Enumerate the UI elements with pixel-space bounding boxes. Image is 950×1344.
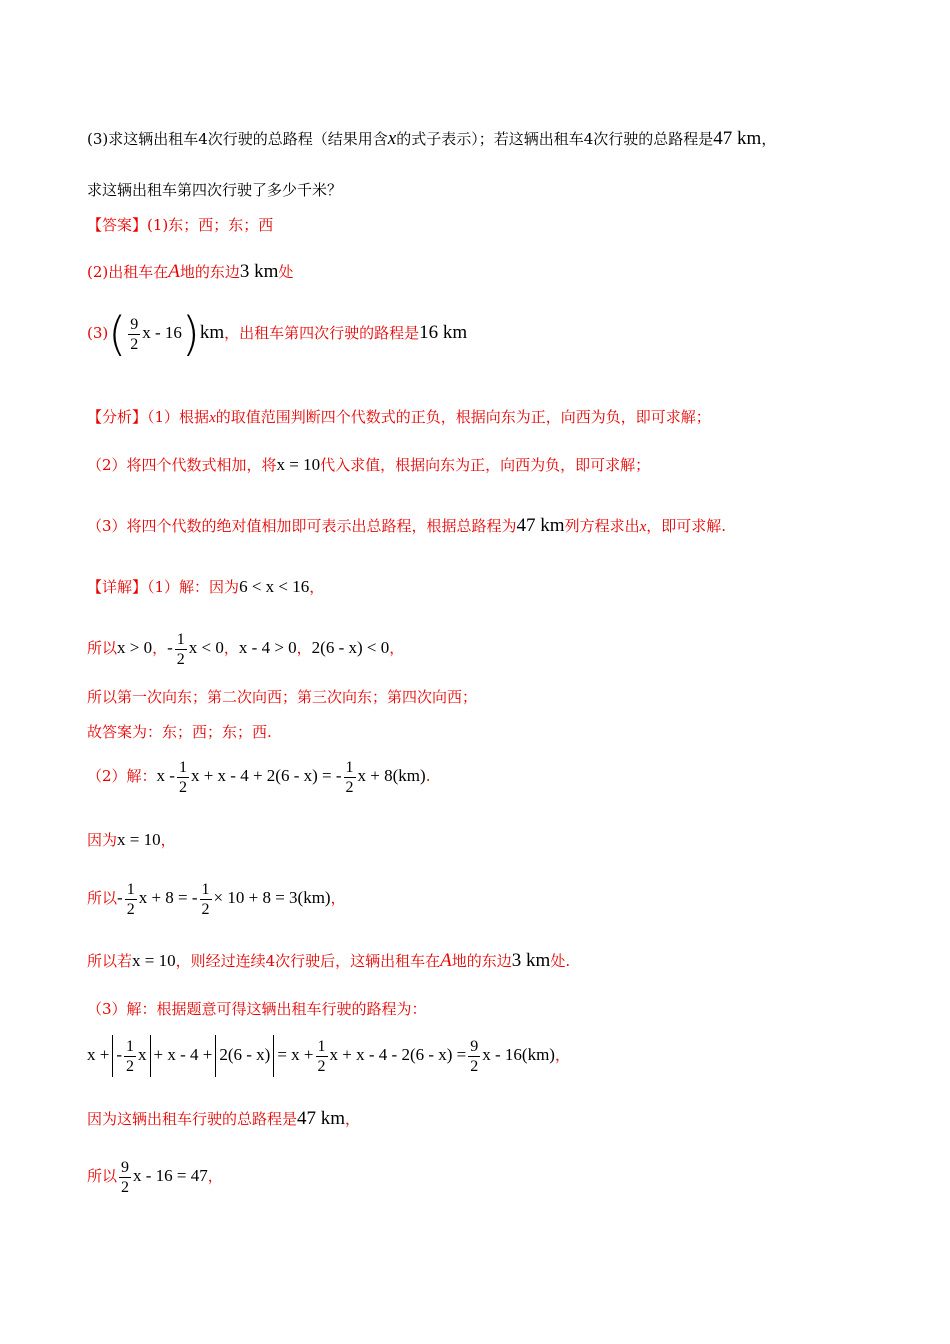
answer-line-1: 【答案】(1)东；西；东；西 — [87, 216, 274, 234]
analysis-line-3: （3）将四个代数的绝对值相加即可表示出总路程，根据总路程为47 km列方程求出x，即可求解. — [87, 515, 727, 536]
answer-line-3: (3)( $\frac{9}{2}$ x - 16)km，出租车第四次行驶的路程是16 km — [87, 307, 468, 361]
detail-line-11: 因为这辆出租车行驶的总路程是47 km， — [87, 1108, 361, 1129]
detail-line-2: 所以x > 0，- $\frac{1}{2}$ x < 0，x - 4 > 0，2(6 - x) < 0， — [87, 630, 405, 668]
analysis-line-2: （2）将四个代数式相加，将x = 10代入求值，根据向东为正，向西为负，即可求解； — [87, 455, 651, 474]
fraction-9-2: $\frac{9}{2}$ — [130, 315, 139, 353]
detail-line-10: x + - $\frac{1}{2}$ x + x - 4 + 2(6 - x) = x + $\frac{1}{2}$ x + x - 4 - 2(6 - x) = $\frac{9}{2}$ x - 16(km)， — [87, 1032, 570, 1078]
detail-line-7: 所以- $\frac{1}{2}$ x + 8 = - $\frac{1}{2}$ × 10 + 8 = 3(km)， — [87, 880, 346, 918]
detail-label: 【详解】 — [87, 578, 148, 596]
answer-line-2: (2)出租车在A地的东边3 km处 — [87, 261, 294, 282]
detail-line-8: 所以若x = 10，则经过连续4次行驶后，这辆出租车在A地的东边3 km处. — [87, 950, 571, 971]
question-line-2: 求这辆出租车第四次行驶了多少千米？ — [87, 181, 343, 199]
analysis-line-1: 【分析】（1）根据x的取值范围判断四个代数式的正负，根据向东为正，向西为负，即可求解； — [87, 408, 711, 426]
detail-line-1: 【详解】（1）解：因为6 < x < 16， — [87, 577, 325, 596]
analysis-label: 【分析】 — [87, 408, 148, 426]
detail-line-5: （2）解：x - $\frac{1}{2}$ x + x - 4 + 2(6 - x) = - $\frac{1}{2}$ x + 8(km). — [87, 758, 431, 796]
detail-line-12: 所以 $\frac{9}{2}$ x - 16 = 47， — [87, 1158, 223, 1196]
answer-label: 【答案】 — [87, 216, 148, 234]
detail-line-9: （3）解：根据题意可得这辆出租车行驶的路程为： — [87, 1000, 427, 1018]
detail-line-6: 因为x = 10， — [87, 830, 176, 849]
variable-x: x — [387, 128, 397, 149]
distance-47km: 47 km — [713, 128, 762, 149]
detail-line-4: 故答案为：东；西；东；西. — [87, 723, 272, 741]
detail-line-3: 所以第一次向东；第二次向西；第三次向东；第四次向西； — [87, 688, 478, 706]
question-line-1: (3)求这辆出租车4次行驶的总路程（结果用含x的式子表示）；若这辆出租车4次行驶的总路程是47 km， — [87, 128, 777, 149]
